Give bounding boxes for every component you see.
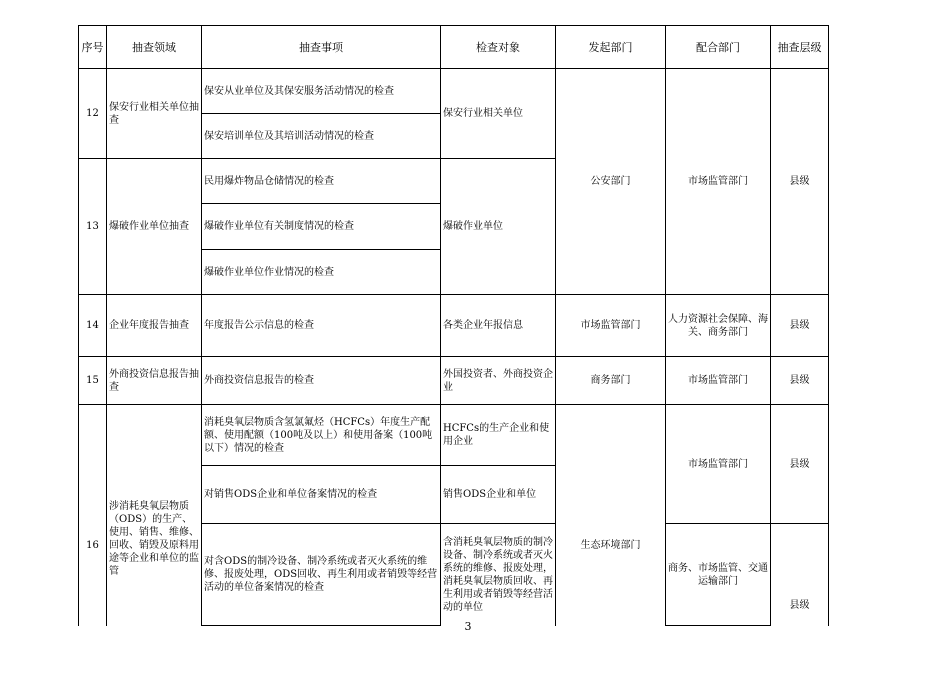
- header-coop: 配合部门: [696, 40, 740, 54]
- row14-item: 年度报告公示信息的检查: [204, 320, 314, 331]
- row16-dept: 生态环境部门: [580, 539, 641, 551]
- row16-coop2: 商务、市场监管、交通运输部门: [668, 562, 768, 587]
- row13-target: 爆破作业单位: [443, 221, 503, 232]
- row15-coop: 市场监管部门: [688, 375, 748, 386]
- row16-target1: HCFCs的生产企业和使用企业: [443, 423, 550, 447]
- row12-field: 保安行业相关单位抽查: [109, 101, 199, 126]
- row13-item1: 民用爆炸物品仓储情况的检查: [204, 175, 334, 187]
- header-target: 检查对象: [476, 40, 520, 54]
- row16-field: 涉消耗臭氧层物质（ODS）的生产、使用、销售、维修、回收、销毁及原料用途等企业和单位的监管: [109, 501, 199, 577]
- row13-seq: 13: [86, 221, 99, 232]
- row16-level2: 县级: [789, 599, 810, 611]
- row12-target: 保安行业相关单位: [443, 108, 523, 119]
- row14-level: 县级: [789, 320, 810, 331]
- row16-item1: 消耗臭氧层物质含氢氯氟烃（HCFCs）年度生产配额、使用配额（100吨及以上）和使用备案（100吨以下）情况的检查: [204, 416, 433, 454]
- row12-item1: 保安从业单位及其保安服务活动情况的检查: [204, 85, 394, 97]
- header-seq: 序号: [81, 40, 104, 54]
- row12-item2: 保安培训单位及其培训活动情况的检查: [204, 130, 374, 142]
- group-dept: 公安部门: [590, 176, 631, 187]
- row15-item: 外商投资信息报告的检查: [204, 375, 314, 386]
- table-rule: [665, 625, 770, 626]
- header-dept: 发起部门: [588, 40, 633, 54]
- row15-dept: 商务部门: [590, 375, 631, 386]
- row14-dept: 市场监管部门: [580, 320, 641, 331]
- row13-item3: 爆破作业单位作业情况的检查: [204, 266, 334, 278]
- row16-level1: 县级: [789, 458, 810, 470]
- row14-target: 各类企业年报信息: [443, 320, 523, 331]
- row15-level: 县级: [789, 375, 810, 386]
- header-field: 抽查领域: [132, 40, 176, 54]
- row16-target3: 含消耗臭氧层物质的制冷设备、制冷系统或者灭火系统的维修、报废处理，消耗臭氧层物质回收、再生利用或者销毁等经营活动的单位: [443, 536, 553, 613]
- row15-target: 外国投资者、外商投资企业: [443, 368, 553, 393]
- row16-target2: 销售ODS企业和单位: [443, 489, 537, 500]
- row15-field: 外商投资信息报告抽查: [109, 368, 199, 393]
- header-level: 抽查层级: [777, 40, 822, 54]
- row14-field: 企业年度报告抽查: [109, 320, 189, 331]
- row16-item3: 对含ODS的制冷设备、制冷系统或者灭火系统的维修、报废处理，ODS回收、再生利用或者销毁等经营活动的单位备案情况的检查: [204, 556, 438, 593]
- row13-field: 爆破作业单位抽查: [109, 221, 189, 232]
- group-coop: 市场监管部门: [688, 176, 748, 187]
- header-item: 抽查事项: [299, 40, 343, 54]
- row14-seq: 14: [86, 320, 99, 331]
- row16-seq: 16: [86, 539, 99, 551]
- row14-coop: 人力资源社会保障、海关、商务部门: [668, 313, 768, 338]
- row12-seq: 12: [86, 108, 99, 119]
- row13-item2: 爆破作业单位有关制度情况的检查: [204, 221, 354, 232]
- table-rule: [201, 625, 440, 626]
- row16-item2: 对销售ODS企业和单位备案情况的检查: [204, 489, 378, 500]
- page-number: 3: [464, 620, 472, 633]
- group-level: 县级: [789, 176, 810, 187]
- row16-coop1: 市场监管部门: [688, 458, 748, 470]
- table-rule: [828, 25, 829, 626]
- row15-seq: 15: [86, 375, 99, 386]
